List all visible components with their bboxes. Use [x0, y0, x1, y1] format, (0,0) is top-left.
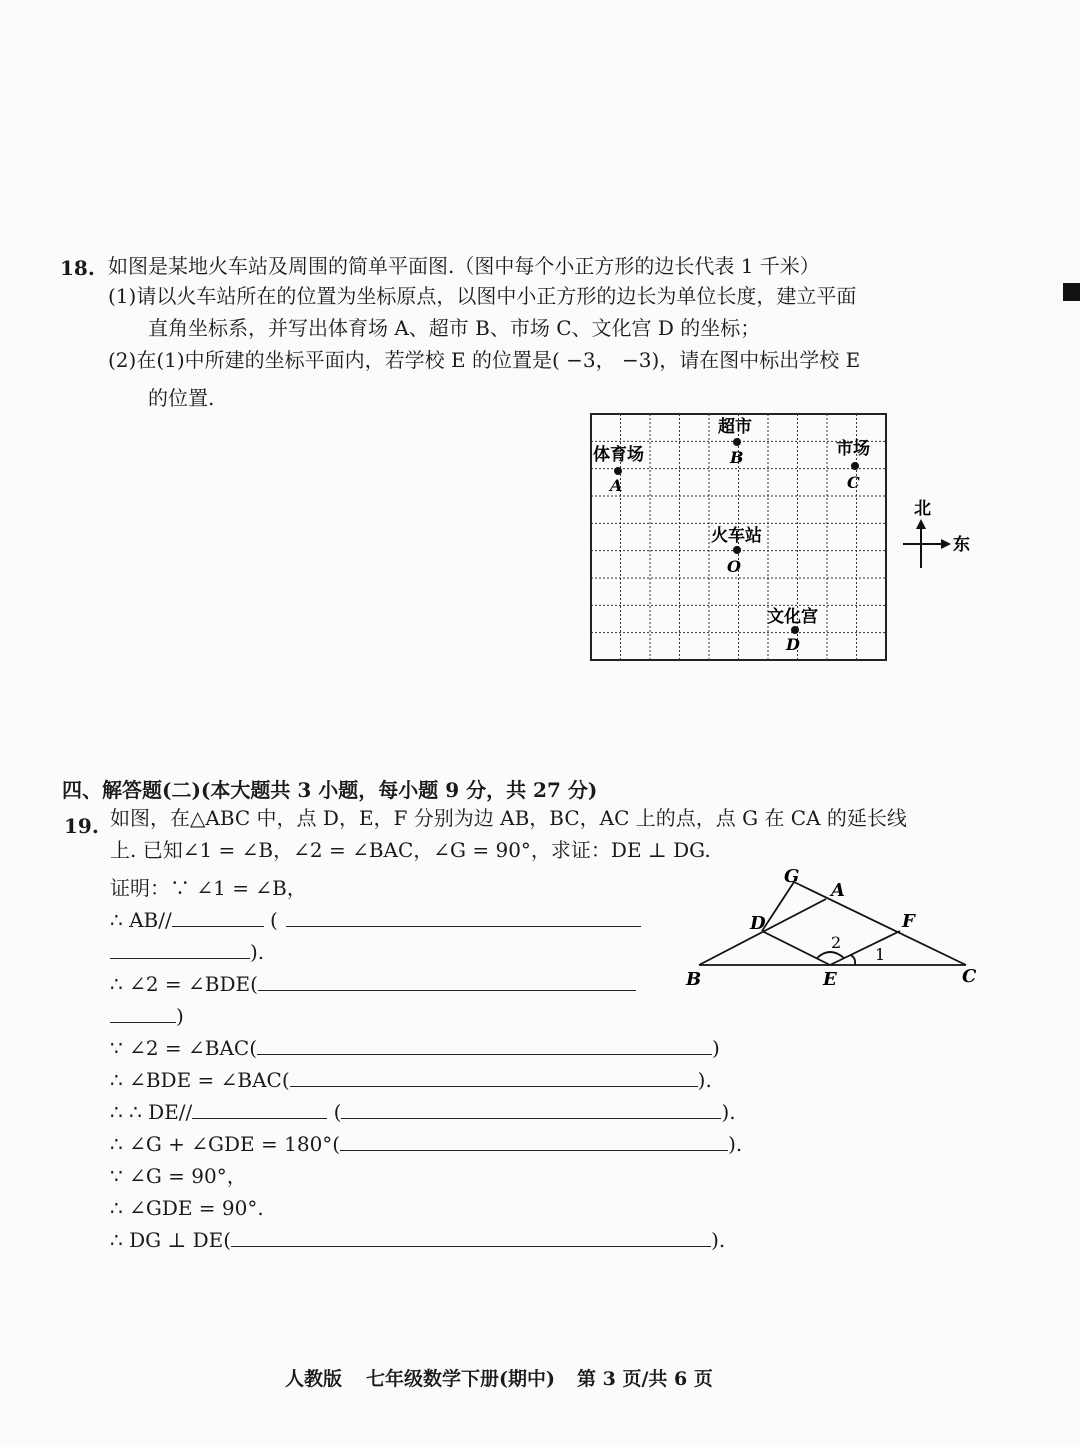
label-market: 市场 — [836, 439, 870, 459]
label-B: B — [730, 448, 744, 467]
angle-2-arc — [817, 952, 844, 958]
label-angle-2: 2 — [831, 933, 842, 952]
label-A: A — [610, 476, 623, 495]
proof-line-3-text: ∴ ∠2 = ∠BDE( — [110, 972, 258, 996]
proof-line-1-text: ∴ AB// — [110, 908, 172, 932]
blank-5[interactable] — [257, 1036, 712, 1055]
proof-line-4 — [110, 1002, 184, 1030]
compass-north: 北 — [914, 499, 931, 519]
label-A: A — [831, 880, 845, 901]
blank-6[interactable] — [290, 1068, 698, 1087]
q18-stem: 如图是某地火车站及周围的简单平面图.（图中每个小正方形的边长代表 1 千米） — [108, 254, 820, 278]
label-O: O — [727, 557, 741, 576]
proof-line-5-text: ∵ ∠2 = ∠BAC( — [110, 1036, 258, 1060]
q18-part2-line2: 的位置. — [148, 386, 215, 410]
q19-number: 19. — [64, 814, 99, 838]
blank-7b[interactable] — [341, 1100, 721, 1119]
compass-icon — [903, 519, 951, 568]
q18-part2-line1: (2)在(1)中所建的坐标平面内，若学校 E 的位置是( −3， −3)，请在图中标出学校 E — [108, 348, 861, 372]
label-angle-1: 1 — [875, 945, 886, 964]
proof-line-11-text: ∴ DG ⊥ DE( — [110, 1228, 232, 1252]
q18-part1-line2: 直角坐标系，并写出体育场 A、超市 B、市场 C、文化宫 D 的坐标； — [148, 316, 761, 340]
point-C — [851, 462, 859, 470]
blank-3[interactable] — [258, 972, 636, 991]
proof-line-3 — [110, 970, 636, 998]
proof-line-4-text: ) — [176, 1004, 184, 1028]
triangle-figure — [680, 862, 990, 997]
label-train-station: 火车站 — [711, 526, 762, 546]
q19-stem-line2: 上. 已知∠1 = ∠B，∠2 = ∠BAC，∠G = 90°，求证：DE ⊥ DG. — [110, 838, 711, 862]
label-C: C — [847, 473, 860, 492]
proof-line-2 — [110, 938, 264, 966]
label-D: D — [786, 635, 800, 654]
blank-7a[interactable] — [192, 1100, 327, 1119]
page-edge-marker — [1063, 283, 1080, 301]
point-B — [733, 438, 741, 446]
blank-2[interactable] — [110, 940, 250, 959]
footer-edition: 人教版 — [285, 1368, 343, 1390]
label-cultural-palace: 文化宫 — [767, 607, 818, 627]
label-stadium: 体育场 — [593, 445, 644, 465]
proof-line-8-text: ∴ ∠G + ∠GDE = 180°( — [110, 1132, 341, 1156]
q18-part1-line1: (1)请以火车站所在的位置为坐标原点，以图中小正方形的边长为单位长度，建立平面 — [108, 284, 857, 308]
proof-line-10: ∴ ∠GDE = 90°. — [110, 1196, 264, 1220]
label-D: D — [750, 913, 766, 934]
label-supermarket: 超市 — [718, 417, 752, 437]
angle-1-arc — [850, 955, 855, 965]
compass-east: 东 — [953, 535, 970, 555]
label-C: C — [962, 966, 977, 987]
point-D — [791, 626, 799, 634]
q19-stem-line1: 如图，在△ABC 中，点 D，E，F 分别为边 AB，BC，AC 上的点，点 G 在 CA 的延长线 — [110, 806, 907, 830]
proof-line-2-text: ). — [250, 940, 265, 964]
segment-DE — [762, 931, 830, 965]
point-A — [614, 467, 622, 475]
proof-line-8: ∴ ∠G + ∠GDE = 180°( ). — [110, 1132, 743, 1156]
proof-line-1: ∴ AB// ( — [110, 906, 641, 934]
proof-line-9: ∵ ∠G = 90°， — [110, 1164, 247, 1188]
footer-book: 七年级数学下册(期中) — [366, 1368, 555, 1390]
proof-line-11: ∴ DG ⊥ DE( ). — [110, 1228, 726, 1252]
footer-page: 第 3 页/共 6 页 — [577, 1368, 713, 1390]
footer — [285, 1364, 713, 1391]
proof-line-7-text: ∴ ∴ DE// — [110, 1100, 193, 1124]
proof-line-6: ∴ ∠BDE = ∠BAC( ). — [110, 1068, 712, 1092]
proof-line-5: ∵ ∠2 = ∠BAC( ) — [110, 1036, 720, 1060]
label-B: B — [686, 969, 702, 990]
proof-line-0: 证明：∵ ∠1 = ∠B， — [110, 876, 307, 900]
blank-4[interactable] — [110, 1004, 176, 1023]
blank-11[interactable] — [231, 1228, 711, 1247]
blank-1a[interactable] — [172, 908, 264, 927]
proof-line-7: ∴ ∴ DE// ( ). — [110, 1100, 736, 1124]
label-F: F — [902, 911, 915, 932]
blank-1b[interactable] — [286, 908, 641, 927]
point-O — [733, 546, 741, 554]
label-G: G — [784, 866, 800, 887]
label-E: E — [823, 969, 837, 990]
q18-number: 18. — [60, 256, 95, 280]
blank-8[interactable] — [340, 1132, 728, 1151]
section4-title: 四、解答题(二)(本大题共 3 小题，每小题 9 分，共 27 分) — [62, 778, 598, 802]
proof-line-6-text: ∴ ∠BDE = ∠BAC( — [110, 1068, 290, 1092]
station-map-figure — [585, 408, 985, 668]
